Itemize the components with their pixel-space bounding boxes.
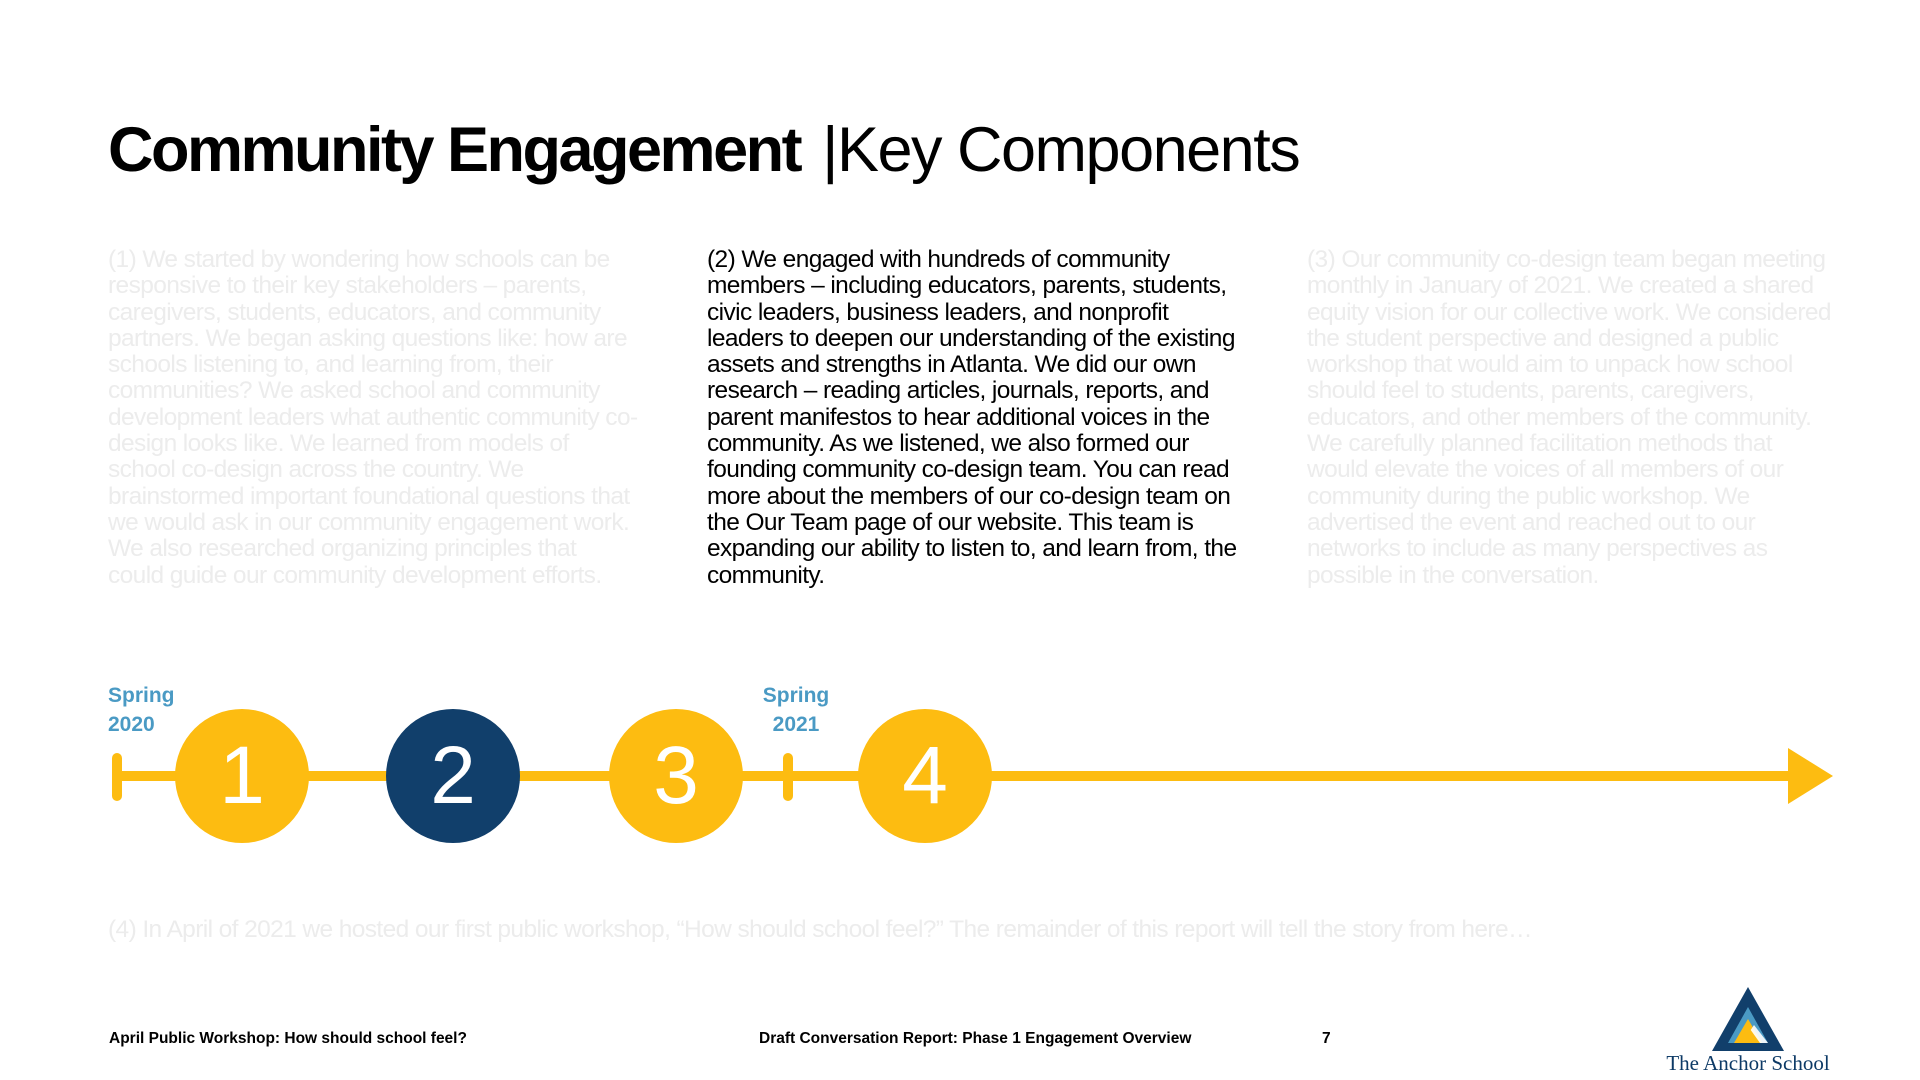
timeline-arrowhead	[1788, 748, 1833, 804]
anchor-school-logo-icon	[1710, 985, 1786, 1053]
timeline-label-season: Spring	[108, 684, 175, 707]
footer-middle: Draft Conversation Report: Phase 1 Engagement Overview	[759, 1030, 1192, 1047]
step-1-description: (1) We started by wondering how schools can be responsive to their key stakeholders – parents, caregivers, students, educators, and community partners. We began asking questions like: how are schools listening to, and learning from, their communities? We asked school and community development leaders what authentic community co-design looks like. We learned from models of school co-design across the country. We brainstormed important foundational questions that we would ask in our community engagement work. We also researched organizing principles that could guide our community development efforts.	[108, 246, 638, 589]
step-1-circle: 1	[175, 709, 309, 843]
title-subtitle: Key Components	[836, 115, 1300, 185]
step-3-description: (3) Our community co-design team began meeting monthly in January of 2021. We created a shared equity vision for our collective work. We considered the student perspective and designed a public workshop that would aim to unpack how school should feel to students, parents, caregivers, educators, and other members of the community. We carefully planned facilitation methods that would elevate the voices of all members of our community during the public workshop. We advertised the event and reached out to our networks to include as many perspectives as possible in the conversation.	[1307, 246, 1831, 589]
step-4-circle: 4	[858, 709, 992, 843]
footer-left: April Public Workshop: How should school feel?	[109, 1030, 467, 1047]
page-number: 7	[1322, 1030, 1331, 1047]
step-4-description: (4) In April of 2021 we hosted our first public workshop, “How should school feel?” The remainder of this report will tell the story from here…	[108, 916, 1532, 943]
timeline-label-year: 2021	[772, 713, 820, 736]
title-separator: |	[822, 115, 837, 185]
timeline-label-year: 2020	[108, 713, 155, 736]
logo-text: The Anchor School	[1666, 1051, 1830, 1075]
title-main: Community Engagement	[108, 115, 801, 185]
step-3-circle: 3	[609, 709, 743, 843]
step-2-description: (2) We engaged with hundreds of community members – including educators, parents, students, civic leaders, business leaders, and nonprofit leaders to deepen our understanding of the existing assets and strengths in Atlanta. We did our own research – reading articles, journals, reports, and parent manifestos to hear additional voices in the community. As we listened, we also formed our founding community co-design team. You can read more about the members of our co-design team on the Our Team page of our website. This team is expanding our ability to listen to, and learn from, the community.	[707, 246, 1237, 589]
step-2-circle-active: 2	[386, 709, 520, 843]
timeline-label-season: Spring	[762, 684, 830, 707]
